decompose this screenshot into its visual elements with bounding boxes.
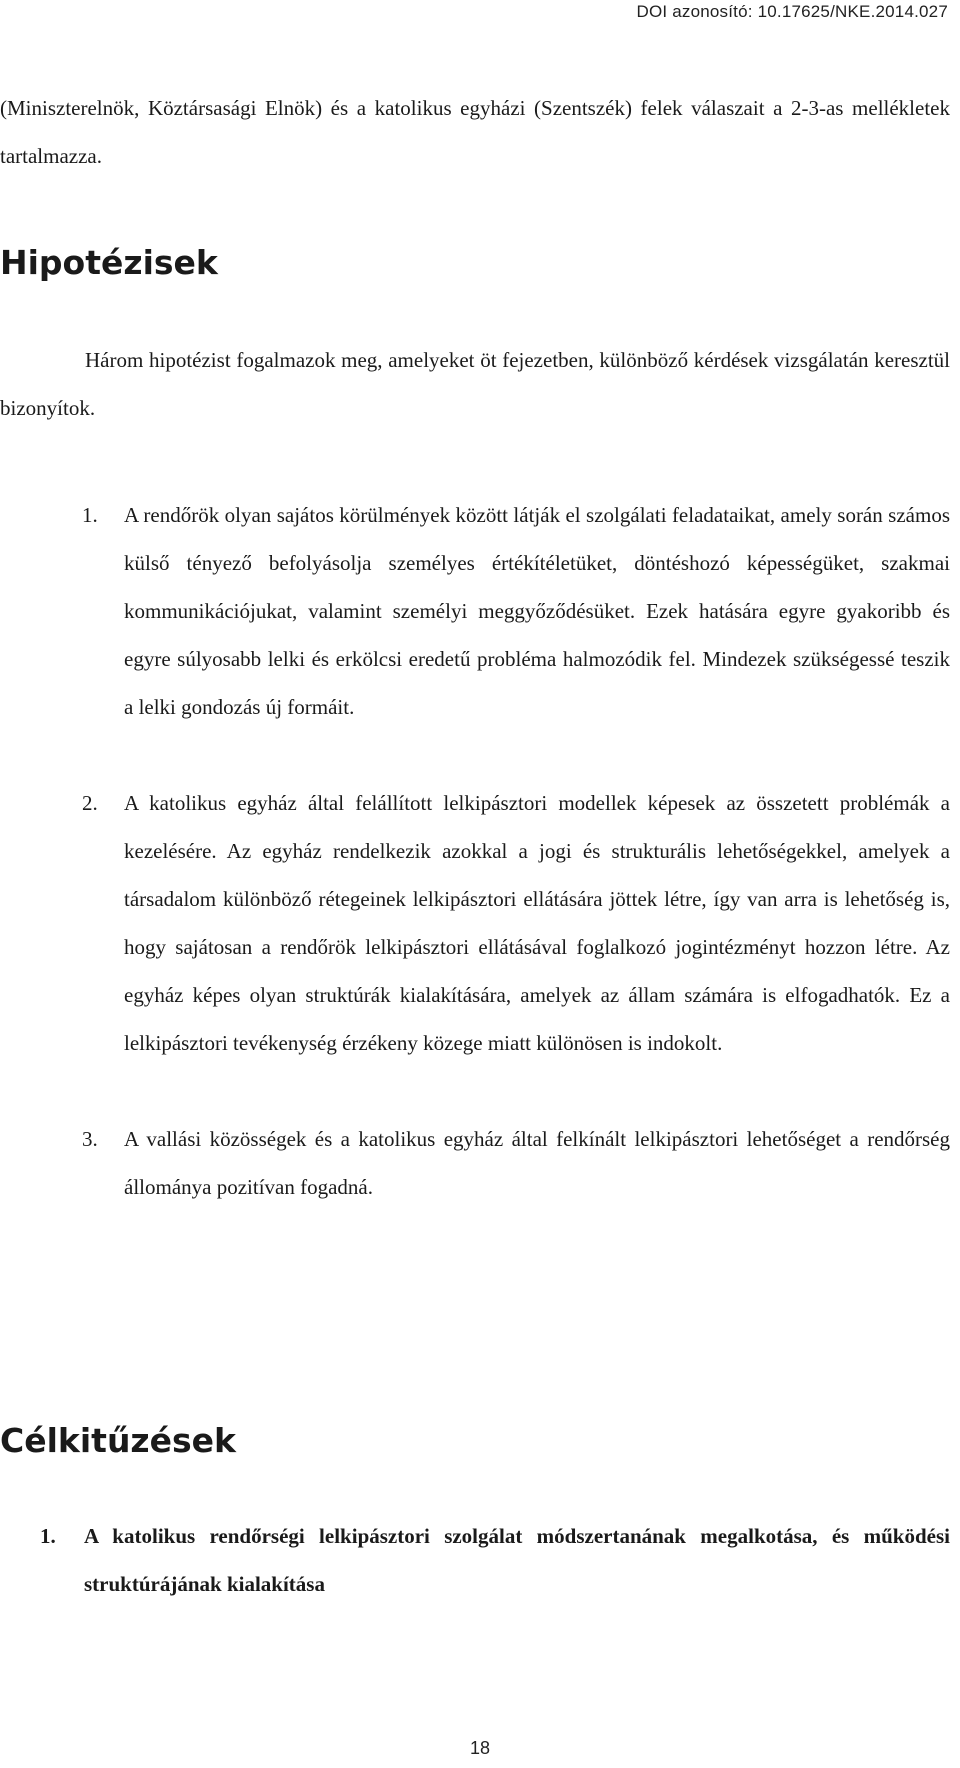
hypothesis-number: 2. bbox=[82, 791, 98, 815]
hypotheses-heading: Hipotézisek bbox=[0, 243, 218, 282]
hypothesis-item bbox=[0, 779, 950, 1067]
hypothesis-item bbox=[0, 1115, 950, 1211]
goal-text: A katolikus rendőrségi lelkipásztori szolgálat módszertanának megalkotása, és működési struktúrájának kialakítása bbox=[84, 1524, 950, 1596]
hypothesis-text: A vallási közösségek és a katolikus egyház által felkínált lelkipásztori lehetőséget a rendőrség állománya pozitívan fogadná. bbox=[124, 1127, 950, 1199]
hypothesis-text: A katolikus egyház által felállított lelkipásztori modellek képesek az összetett problémák a kezelésére. Az egyház rendelkezik azokkal a jogi és strukturális lehetőségekkel, amelyek a társadalom különböző rétegeinek lelkipásztori ellátására jöttek létre, így van arra is lehetőség is, hogy sajátosan a rendőrök lelkipásztori ellátásával foglalkozó jogintézményt hozzon létre. Az egyház képes olyan struktúrák kialakítására, amelyek az állam számára is elfogadhatók. Ez a lelkipásztori tevékenység érzékeny közege miatt különösen is indokolt. bbox=[124, 791, 950, 1055]
goal-item bbox=[0, 1512, 950, 1608]
hypotheses-intro: Három hipotézist fogalmazok meg, amelyeket öt fejezetben, különböző kérdések vizsgálatán keresztül bizonyítok. bbox=[0, 348, 950, 420]
intro-paragraph: (Miniszterelnök, Köztársasági Elnök) és a katolikus egyházi (Szentszék) felek válaszait a 2-3-as mellékletek tartalmazza. bbox=[0, 96, 950, 168]
hypotheses-list bbox=[0, 491, 950, 1211]
hypothesis-item bbox=[0, 491, 950, 731]
goal-number: 1. bbox=[40, 1524, 56, 1548]
hypothesis-text: A rendőrök olyan sajátos körülmények között látják el szolgálati feladataikat, amely során számos külső tényező befolyásolja személyes értékítéletüket, döntéshozó képességüket, szakmai kommunikációjukat, valamint személyi meggyőződésüket. Ezek hatására egyre gyakoribb és egyre súlyosabb lelki és erkölcsi eredetű probléma halmozódik fel. Mindezek szükségessé teszik a lelki gondozás új formáit. bbox=[124, 503, 950, 719]
page-number: 18 bbox=[469, 1738, 491, 1758]
goals-heading: Célkitűzések bbox=[0, 1421, 236, 1460]
hypothesis-number: 1. bbox=[82, 503, 98, 527]
doi-identifier: DOI azonosító: 10.17625/NKE.2014.027 bbox=[636, 2, 948, 21]
hypothesis-number: 3. bbox=[82, 1127, 98, 1151]
